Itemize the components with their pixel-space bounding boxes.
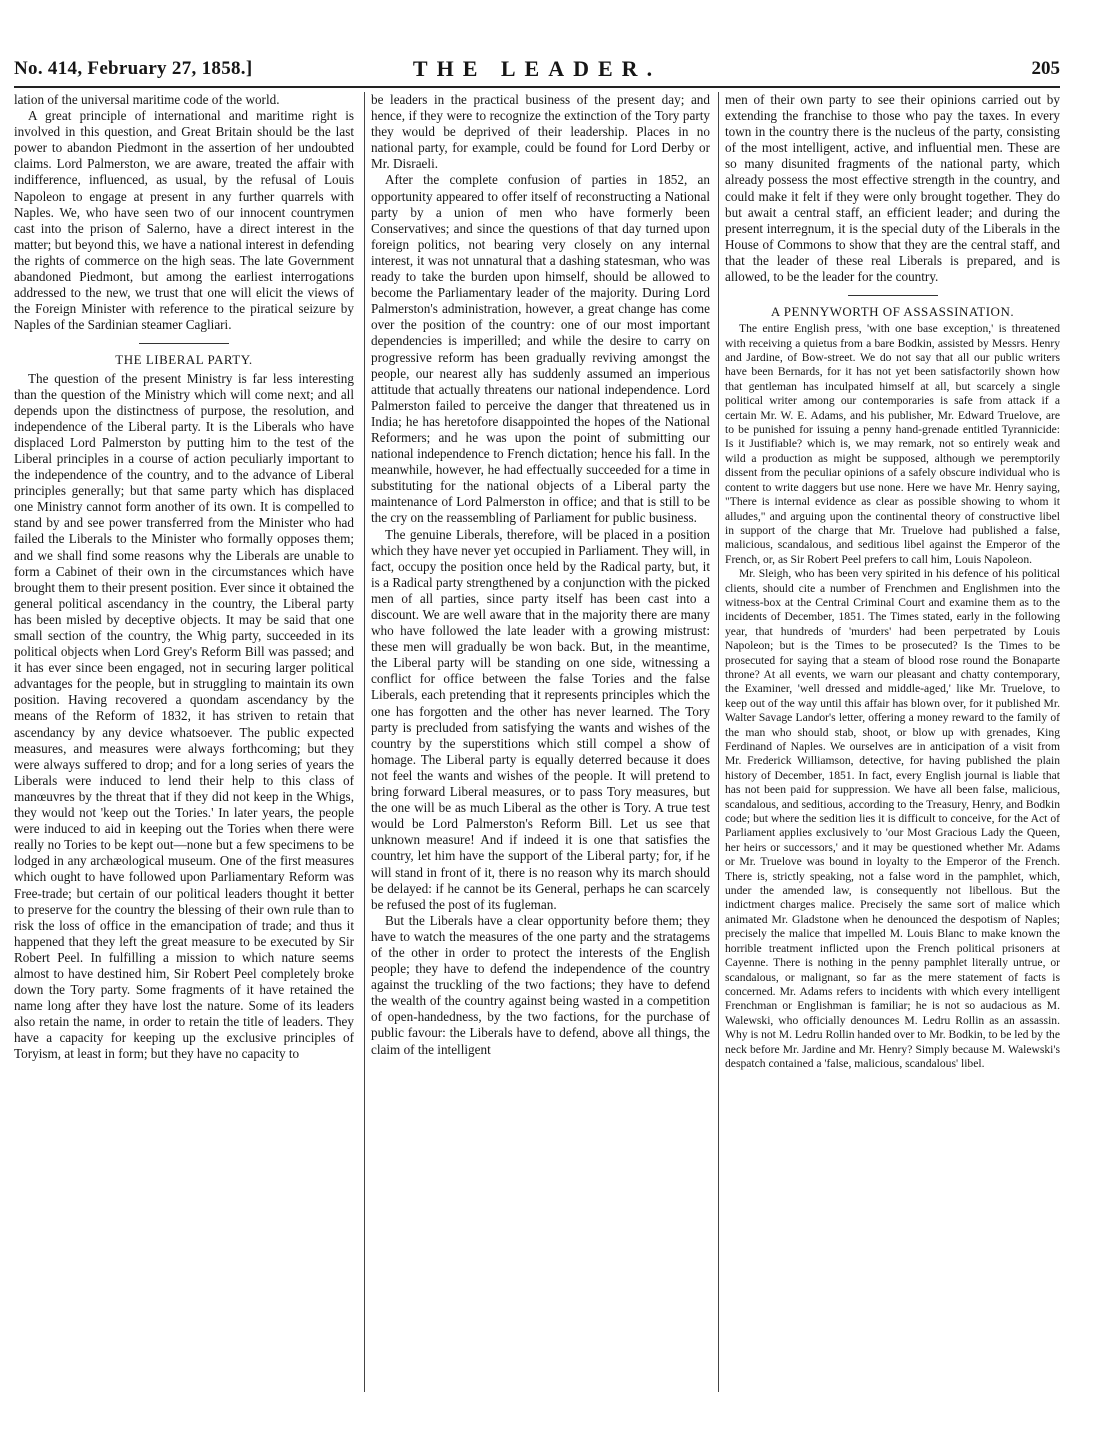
paragraph: A great principle of international and maritime right is involved in this question, and Great Britain should be the last power to abandon Piedmont in the assertion of her undoubted claims. Lord Palmerston, we are aware, treated the affair with indifference, influenced, as usual, by the refusal of Louis Napoleon to engage at present in any further quarrels with Naples. We, who have seen two of our innocent countrymen cast into the prison of Salerno, have a direct interest in the matter; but beyond this, we have a national interest in defending the rights of commerce on the high seas. The late Government abandoned Piedmont, but among the earliest interrogations addressed to the new, we trust that one will elicit the views of the Foreign Minister with reference to the piratical seizure by Naples of the Sardinian steamer Cagliari. xyxy=(14,108,354,333)
paragraph: The genuine Liberals, therefore, will be placed in a position which they have never yet occupied in Parliament. They will, in fact, occupy the position once held by the Radical party, but, it is a Radical party strengthened by a conjunction with the picked men of all parties, since party itself has been cast into a discount. We are well aware that in the majority there are many who have followed the late leader with a growing mistrust: these men will gradually be won back. But, in the meantime, the Liberal party will be standing on one side, witnessing a conflict for office between the false Tories and the false Liberals, each pretending that it represents principles which the one has forgotten and the other has never learned. The Tory party is precluded from satisfying the wants and wishes of the country by the superstitions which still compel a show of homage. The Liberal party is equally deterred because it does not feel the wants and wishes of the people. It will pretend to bring forward Liberal measures, or to pass Tory measures, but the one will be as much Liberal as the other is Tory. A true test would be Lord Palmerston's Reform Bill. Let us see that unknown measure! And if indeed it is one that satisfies the country, let him have the support of the Liberal party; for, if he will stand in front of it, there is no reason why its march should be delayed: if he cannot be its General, perhaps he can scarcely be refused the post of its fugleman. xyxy=(371,526,710,912)
column-1 xyxy=(14,92,354,1392)
paragraph: Mr. Sleigh, who has been very spirited in his defence of his political clients, should cite a number of Frenchmen and Englishmen into the witness-box at the Central Criminal Court and examine them as to the incidents of December, 1851. The Times stated, early in the following year, that hundreds of 'murders' had been perpetrated by Louis Napoleon; but is the Times to be prosecuted? Is the Times to be prosecuted for saying that a steam of blood rose round the Bonaparte throne? At all events, we warn our pleasant and chatty contemporary, the Examiner, 'well dressed and middle-aged,' like Mr. Truelove, to keep out of the way until this affair has blown over, for it published Mr. Walter Savage Landor's letter, offering a money reward to the family of the man who should stab, shoot, or blow up with grenades, King Ferdinand of Naples. We ourselves are in anticipation of a visit from Mr. Frederick Williamson, detective, for having published the plain history of December, 1851. In fact, every English journal is liable that has not been paid for suppression. We have all been false, malicious, scandalous, and seditious, according to the Treasury, Henry, and Bodkin code; but where the sedition lies it is difficult to conceive, for the Act of Parliament applies exclusively to 'our Most Gracious Lady the Queen, her heirs or successors,' and it may be questioned whether Mr. Adams or Mr. Truelove was bound in loyalty to the Emperor of the French. There is, strictly speaking, not a false word in the pamphlet, which, under the amended law, is consequently not libellous. But the indictment charges malice. Precisely the same sort of malice which animated Mr. Gladstone when he denounced the despotism of Naples; precisely the malice that impelled M. Louis Blanc to make known the horrible treatment inflicted upon the French political prisoners at Cayenne. There is nothing in the penny pamphlet literally untrue, or scandalous, or malignant, so far as the mere statement of facts is concerned. Mr. Adams refers to incidents with which every intelligent Frenchman or Englishman is familiar; he is not so audacious as M. Walewski, who officially denounces M. Ledru Rollin as an assassin. Why is not M. Ledru Rollin handed over to Mr. Bodkin, to be led by the neck before Mr. Jardine and Mr. Henry? Simply because M. Walewski's despatch contained a 'false, malicious, scandalous' libel. xyxy=(725,567,1060,1070)
paragraph: The entire English press, 'with one base exception,' is threatened with receiving a quietus from a bare Bodkin, assisted by Messrs. Henry and Jardine, of Bow-street. We do not say that all our public writers have been Bernards, for it has not yet been satisfactorily shown how that gentleman has inculpated himself at all, but scarcely a single political writer among our contemporaries is safe from attack if a certain Mr. W. E. Adams, and his publisher, Mr. Edward Truelove, are to be punished for issuing a penny hand-grenade entitled Tyrannicide: Is it Justifiable? which is, we may remark, not so entirely weak and wild a production as might be supposed, although we peremptorily dissent from the peculiar opinions of a safely obscure individual who is content to write daggers but use none. Here we have Mr. Henry saying, "There is internal evidence as clear as possible showing to whom it alludes," and arguing upon the continental theory of constructive libel in support of the charge that Mr. Truelove had published a false, malicious, scandalous, and seditious libel against the Emperor of the French, or, as Sir Robert Peel prefers to call him, Louis Napoleon. xyxy=(725,322,1060,566)
page-number: 205 xyxy=(1031,58,1060,79)
issue-date: No. 414, February 27, 1858.] xyxy=(14,58,253,79)
paragraph: be leaders in the practical business of the present day; and hence, if they were to recognize the extinction of the Tory party they would be deprived of their leadership. Places in no national party, for example, could be found for Lord Derby or Mr. Disraeli. xyxy=(371,92,710,172)
paragraph: lation of the universal maritime code of the world. xyxy=(14,92,280,107)
section-heading-pennyworth: A PENNYWORTH OF ASSASSINATION. xyxy=(770,304,1015,320)
paragraph: But the Liberals have a clear opportunity before them; they have to watch the measures of the one party and the stratagems of the other in order to protect the interests of the English people; they have to defend the independence of the country against the truckling of the two factions; they have to defend the wealth of the country against being wasted in a competition of open-handedness, by the two factions, for the purchase of public favour: the Liberals have to defend, above all things, the claim of the intelligent xyxy=(371,912,710,1057)
section-heading-liberal-party: THE LIBERAL PARTY. xyxy=(115,352,253,368)
divider xyxy=(848,295,938,296)
paragraph: men of their own party to see their opinions carried out by extending the franchise to those who pay the taxes. In every town in the country there is the nucleus of the party, consisting of the most intelligent, active, and influential men. These are so many disunited fragments of the national party, which already possess the most effective strength in the country, and could make it felt if they were only brought together. They do but await a central staff, an efficient leader; and during the present interregnum, it is the special duty of the Liberals in the House of Commons to show that they are the central staff, and that the leader of these real Liberals is prepared, and is allowed, to be the leader for the country. xyxy=(725,92,1060,285)
newspaper-title: THE LEADER. xyxy=(412,56,662,81)
divider xyxy=(139,343,229,344)
column-3 xyxy=(718,92,1060,1392)
article-columns xyxy=(14,92,1060,1392)
paragraph: The question of the present Ministry is far less interesting than the question of the Ministry which will come next; and all depends upon the distinctness of purpose, the resolution, and independence of the Liberal party. It is the Liberals who have displaced Lord Palmerston by putting him to the test of the Liberal principles in a course of action peculiarly important to the independence of the country, and to the advance of Liberal principles generally; but that same party which has displaced one Ministry cannot form another of its own. It is compelled to stand by and see power transferred from the Minister who had failed the Liberals to the Minister who formally opposes them; and we shall find some reasons why the Liberals are unable to form a Cabinet of their own in the circumstances which have brought them to their present position. Ever since it obtained the general political ascendancy in the country, the Liberal party has been misled by deceptive objects. It may be said that one small section of the country, the Whig party, succeeded in its political objects when Lord Grey's Reform Bill was passed; and it has ever since been engaged, not in securing larger political advantages for the people, but in struggling to maintain its own position. Having recovered a quondam ascendancy by the means of the Reform of 1832, it has striven to retain that ascendancy by any device whatsoever. The public expected measures, and measures were always forthcoming; but they were always suffered to drop; and for a long series of years the Liberals were induced to lend their help to this class of manœuvres by the threat that if they did not keep in the Whigs, they would not 'keep out the Tories.' In later years, the people were induced to aid in keeping out the Tories when there were really no Tories to be kept out—none but a few specimens to be lodged in any archæological museum. One of the first measures which ought to have followed upon Parliamentary Reform was Free-trade; but certain of our political leaders thought it better to preserve for the country the blessing of their own rule than to risk the loss of office in the emancipation of trade; and thus it happened that they left the great measure to be executed by Sir Robert Peel. In fulfilling a mission to which nature seems almost to have destined him, Sir Robert Peel completely broke down the Tory party. Some fragments of it have retained the name long after they have lost the nature. Some of its leaders also retain the name, in order to retain the title of leaders. They have a capacity for keeping up the exclusive principles of Toryism, at least in form; but they have no capacity to xyxy=(14,370,354,1062)
masthead xyxy=(14,52,1060,88)
paragraph: After the complete confusion of parties in 1852, an opportunity appeared to offer itself of reconstructing a National party by a union of men who have formerly been Conservatives; and since the questions of that day turned upon foreign politics, not bearing very closely on any internal interest, it was not unnatural that a dashing statesman, who was ready to take the burden upon himself, should be allowed to become the Parliamentary leader of the majority. During Lord Palmerston's administration, however, a great change has come over the position of the country: one of our most important dependencies is imperilled; and while the desire to carry on progressive reform has been gradually reviving amongst the people, our nearest ally has suddenly assumed an imperious attitude that actually threatens our national independence. Lord Palmerston failed to perceive the danger that threatened us in India; he has heretofore disappointed the hopes of the National Reformers; and he was upon the point of submitting our national independence to French dictation; hence his fall. In the meanwhile, however, he had effectually succeeded for a time in substituting for the national objects of a Liberal party the maintenance of Lord Palmerston in office; and that is still to be the cry on the reassembling of Parliament for public business. xyxy=(371,172,710,526)
column-2 xyxy=(364,92,710,1392)
